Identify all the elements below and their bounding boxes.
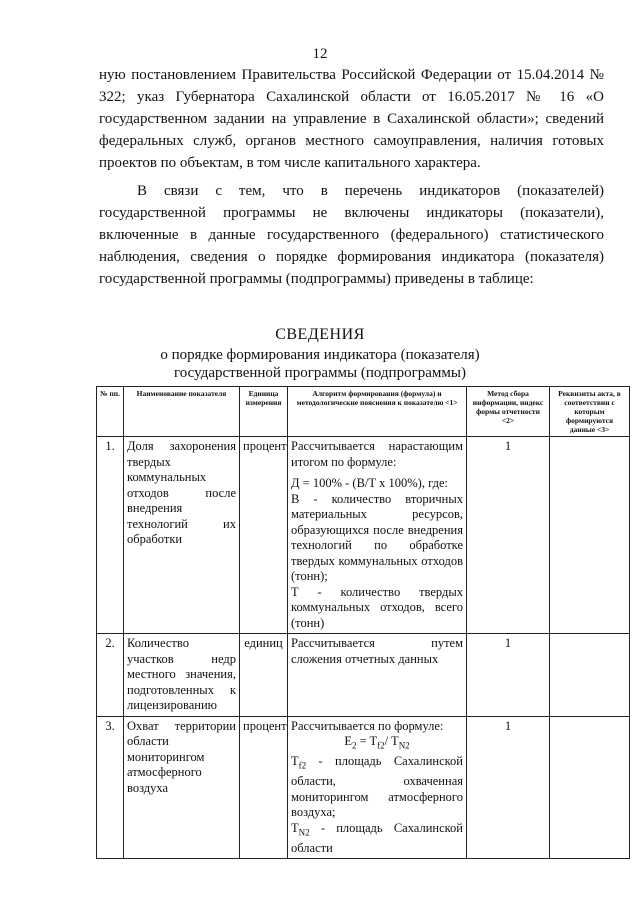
row-requisites [550,716,630,859]
header-num: № пп. [97,387,124,437]
page-number: 12 [312,46,328,62]
algorithm-intro: Рассчитывается нарастающим итогом по формуле: [291,439,463,469]
header-method: Метод сбора информации, индекс формы отчетности <2> [467,387,550,437]
body-text [99,64,604,290]
table-heading: СВЕДЕНИЯ [275,326,365,343]
row-unit: единиц [240,634,288,717]
table-row [97,716,630,859]
row-name: Количество участков недр местного значения, подготовленных к лицензированию [124,634,240,717]
row-requisites [550,437,630,634]
row-method: 1 [467,437,550,634]
table-row [97,437,630,634]
algorithm-var-tf2: $T_{f2}$ - площадь Сахалинской области, охваченная мониторингом атмосферного воздуха; [291,754,463,819]
row-num: 1. [97,437,124,634]
row-algorithm: Рассчитывается путем сложения отчетных данных [288,634,467,717]
row-requisites [550,634,630,717]
subheading-line-1: о порядке формирования индикатора (показателя) [160,347,480,363]
indicators-table [96,386,630,859]
algorithm-intro: Рассчитывается по формуле: [291,718,444,733]
table-row [97,634,630,717]
header-unit: Единица измерения [240,387,288,437]
paragraph-2: В связи с тем, что в перечень индикаторов (показателей) государственной программы не включены индикаторы (показатели), включенные в данные государственного (федерального) статистического наблюдения, сведения о порядке формирования индикатора (показателя) государственной программы (подпрограммы) приведены в таблице: [99,183,604,287]
header-requisites: Реквизиты акта, в соответствии с которым формируются данные <3> [550,387,630,437]
subheading-line-2: государственной программы (подпрограммы) [174,365,466,381]
header-name: Наименование показателя [124,387,240,437]
row-name: Доля захоронения твердых коммунальных отходов после внедрения технологий их обработки [124,437,240,634]
table-subheading [0,346,640,382]
row-num: 3. [97,716,124,859]
row-num: 2. [97,634,124,717]
row-algorithm [288,437,467,634]
paragraph-1: ную постановлением Правительства Российской Федерации от 15.04.2014 № 322; указ Губернатора Сахалинской области от 16.05.2017 № 16 «О государственном задании на управление в Сахалинской области»; сведений федеральных служб, органов местного самоуправления, наличия готовых проектов по объектам, в том числе капитального характера. [99,67,604,171]
algorithm-formula: Д = 100% - (В/Т х 100%), где: [291,476,448,490]
header-algorithm: Алгоритм формирования (формула) и методологические пояснения к показателю <1> [288,387,467,437]
row-unit: процент [240,437,288,634]
algorithm-var-tn2: $T_{N2}$ - площадь Сахалинской области [291,820,463,855]
algorithm-var-b: В - количество вторичных материальных ресурсов, образующихся после внедрения технологий по обработке твердых коммунальных отходов (тонн); [291,491,463,583]
row-algorithm [288,716,467,859]
row-unit: процент [240,716,288,859]
algorithm-formula: $E_2 = T_{f2}/$ $T_{N2}$ [344,734,410,751]
row-method: 1 [467,716,550,859]
algorithm-var-t: Т - количество твердых коммунальных отходов, всего (тонн) [291,584,463,630]
table-header-row [97,387,630,437]
row-name: Охват территории области мониторингом атмосферного воздуха [124,716,240,859]
row-method: 1 [467,634,550,717]
